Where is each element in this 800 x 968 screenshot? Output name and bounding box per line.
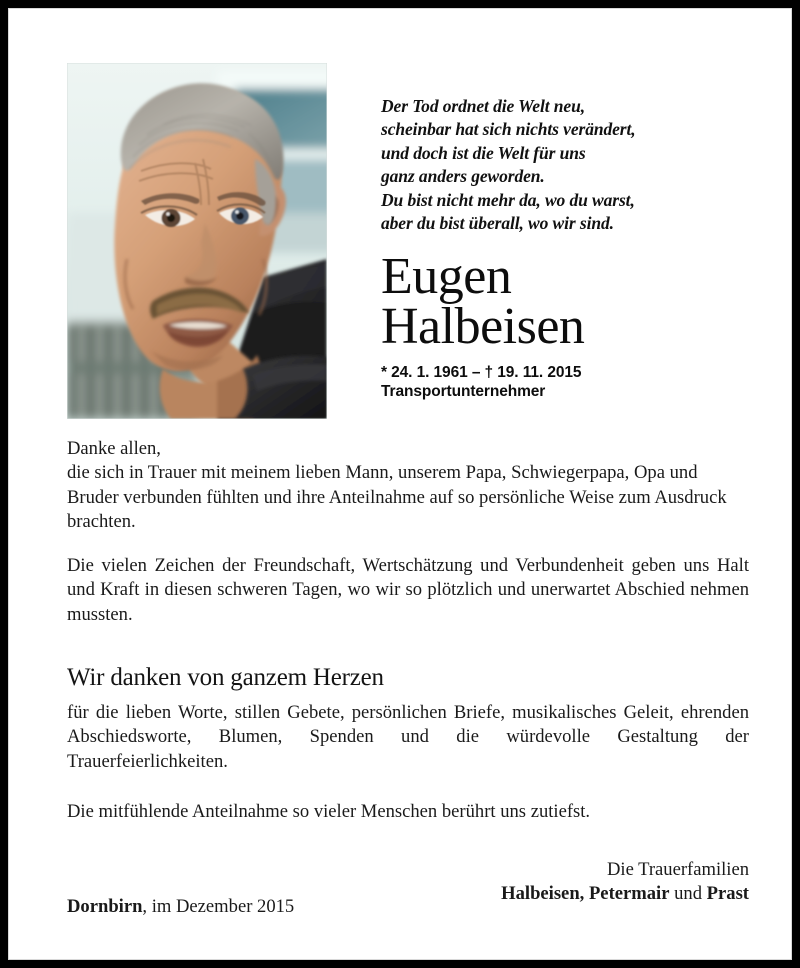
paragraph-2: Die vielen Zeichen der Freundschaft, Wertschätzung und Verbundenheit geben uns Halt und Kraft in diesen schweren Tagen, wo wir so plötzlich und unerwartet Abschied nehmen mussten. bbox=[67, 555, 749, 625]
paragraph-3: für die lieben Worte, stillen Gebete, persönlichen Briefe, musikalisches Geleit, ehrenden Abschiedsworte, Blumen, Spenden und die würdevolle Gestaltung der Trauerfeierlichkeiten. bbox=[67, 702, 749, 772]
name-and-quote-block bbox=[381, 95, 751, 401]
poem-line: Du bist nicht mehr da, wo du warst, bbox=[381, 189, 635, 210]
thanks-heading: Wir danken von ganzem Herzen bbox=[67, 664, 384, 692]
poem-line: Der Tod ordnet die Welt neu, bbox=[381, 96, 585, 116]
family-names-conjunction: und bbox=[669, 883, 707, 905]
header-block bbox=[9, 9, 791, 401]
paragraph-1: die sich in Trauer mit meinem lieben Mann, unserem Papa, Schwiegerpapa, Opa und Bruder verbunden fühlten und ihre Anteilnahme auf so persönliche Weise zum Ausdruck brachten. bbox=[67, 462, 727, 532]
poem-line: ganz anders geworden. bbox=[381, 166, 545, 187]
poem-line: aber du bist überall, wo wir sind. bbox=[381, 213, 614, 234]
spacer bbox=[67, 774, 749, 800]
deceased-first-name: Eugen bbox=[381, 248, 512, 306]
family-names-secondary: Prast bbox=[706, 883, 749, 905]
deceased-name bbox=[381, 248, 751, 356]
poem-line: scheinbar hat sich nichts verändert, bbox=[381, 119, 636, 140]
spacer bbox=[67, 534, 749, 554]
spacer bbox=[67, 627, 749, 663]
salutation: Danke allen, bbox=[67, 438, 161, 459]
paragraph-4: Die mitfühlende Anteilnahme so vieler Menschen berührt uns zutiefst. bbox=[67, 800, 591, 822]
place-date: , im Dezember 2015 bbox=[142, 896, 295, 917]
deceased-last-name: Halbeisen bbox=[381, 298, 585, 356]
birth-death-dates: * 24. 1. 1961 – † 19. 11. 2015 bbox=[381, 364, 582, 382]
poem-line: und doch ist die Welt für uns bbox=[381, 142, 586, 163]
notice-body bbox=[67, 437, 749, 906]
signature-line: Die Trauerfamilien bbox=[606, 859, 749, 881]
portrait-image bbox=[67, 63, 327, 419]
family-names-primary: Halbeisen, Petermair bbox=[501, 883, 670, 905]
notice-sheet bbox=[8, 8, 792, 960]
deceased-occupation: Transportunternehmer bbox=[381, 383, 546, 401]
place-city: Dornbirn bbox=[67, 896, 143, 917]
memorial-poem bbox=[381, 95, 751, 235]
place-and-date bbox=[67, 895, 294, 919]
portrait-photo bbox=[67, 63, 327, 419]
